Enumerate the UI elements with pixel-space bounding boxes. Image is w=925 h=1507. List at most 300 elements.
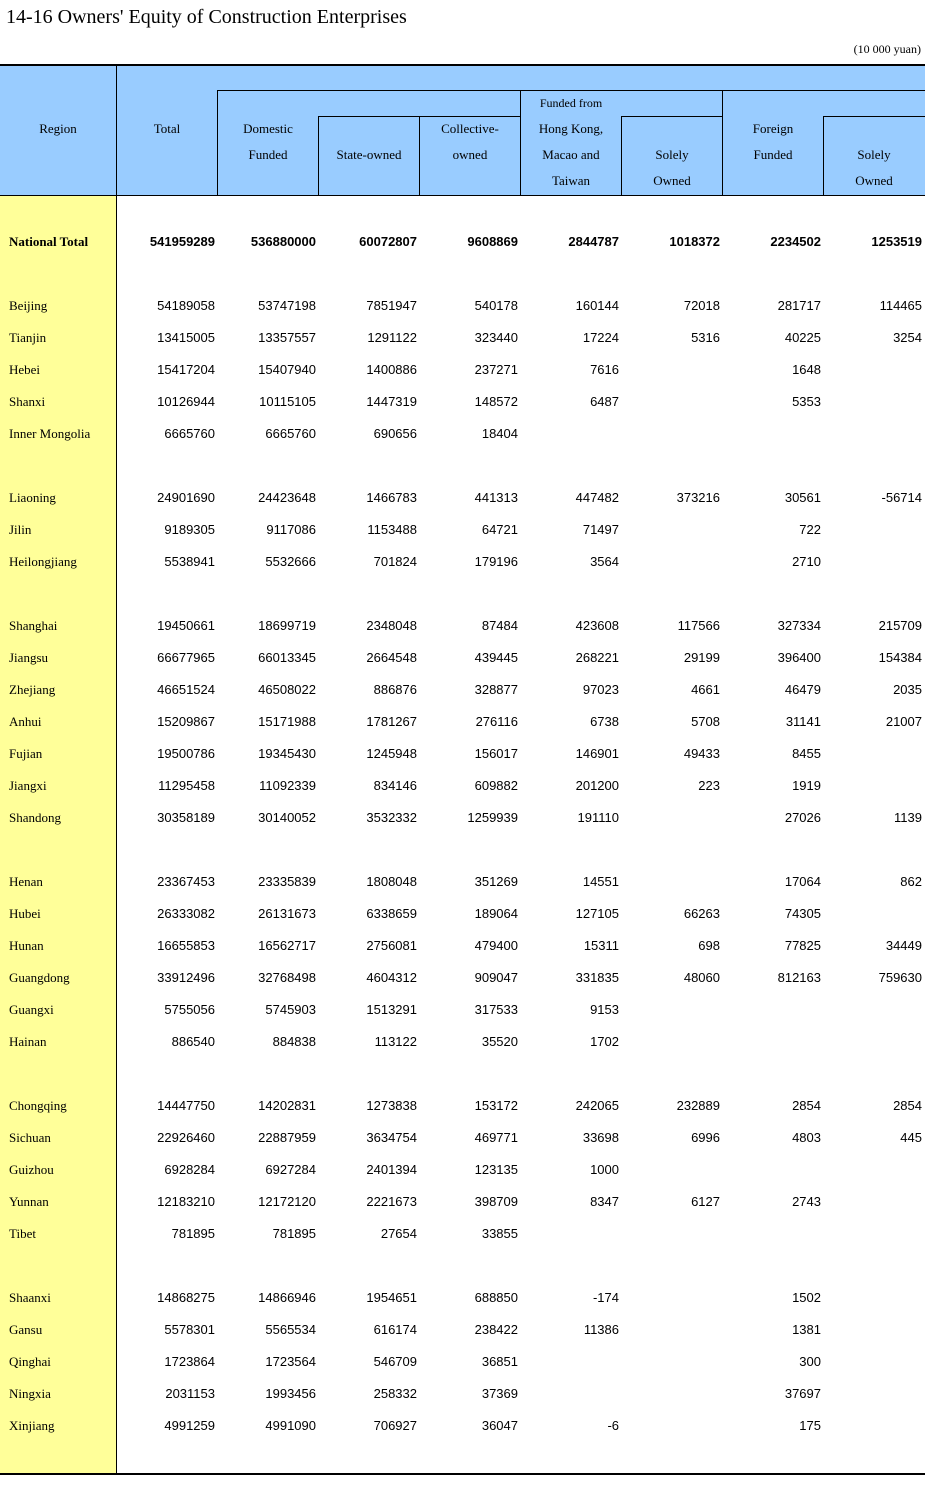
cell-value: 546709 bbox=[373, 1354, 417, 1369]
table-row bbox=[0, 422, 925, 446]
cell-value: 4991259 bbox=[164, 1418, 215, 1433]
cell-value: 15417204 bbox=[157, 362, 215, 377]
cell-value: 13357557 bbox=[258, 330, 316, 345]
cell-value: 66263 bbox=[683, 906, 720, 921]
cell-value: -174 bbox=[592, 1290, 619, 1305]
region-name: Tianjin bbox=[9, 330, 47, 345]
region-column-background bbox=[0, 196, 116, 1474]
cell-value: 97023 bbox=[582, 682, 619, 697]
table-row bbox=[0, 742, 925, 766]
cell-value: 242065 bbox=[575, 1098, 619, 1113]
table-row bbox=[0, 1382, 925, 1406]
cell-value: 258332 bbox=[373, 1386, 417, 1401]
table-row bbox=[0, 934, 925, 958]
cell-value: 396400 bbox=[777, 650, 821, 665]
table-header bbox=[0, 64, 925, 196]
cell-value: 237271 bbox=[474, 362, 518, 377]
cell-value: 1447319 bbox=[366, 394, 417, 409]
cell-value: 9189305 bbox=[164, 522, 215, 537]
table-row bbox=[0, 294, 925, 318]
cell-value: 33855 bbox=[481, 1226, 518, 1241]
cell-value: -6 bbox=[607, 1418, 619, 1433]
cell-value: 373216 bbox=[676, 490, 720, 505]
cell-value: 6927284 bbox=[265, 1162, 316, 1177]
cell-value: 701824 bbox=[373, 554, 417, 569]
cell-value: 2854 bbox=[792, 1098, 821, 1113]
header-divider-2 bbox=[318, 116, 319, 196]
cell-value: 156017 bbox=[474, 746, 518, 761]
cell-value: 14551 bbox=[582, 874, 619, 889]
cell-value: 148572 bbox=[474, 394, 518, 409]
region-name: Shandong bbox=[9, 810, 61, 825]
table-row bbox=[0, 614, 925, 638]
cell-value: 3254 bbox=[893, 330, 922, 345]
cell-value: 3532332 bbox=[366, 810, 417, 825]
cell-value: 15209867 bbox=[157, 714, 215, 729]
region-name: Hubei bbox=[9, 906, 41, 921]
region-name: Yunnan bbox=[9, 1194, 49, 1209]
cell-value: 37697 bbox=[784, 1386, 821, 1401]
header-bottom-rule bbox=[0, 195, 925, 196]
cell-value: 72018 bbox=[683, 298, 720, 313]
cell-value: 113122 bbox=[374, 1034, 417, 1049]
cell-value: 1153488 bbox=[367, 522, 417, 537]
region-name: Zhejiang bbox=[9, 682, 56, 697]
cell-value: 4991090 bbox=[265, 1418, 316, 1433]
cell-value: 14866946 bbox=[258, 1290, 316, 1305]
top-rule bbox=[0, 64, 925, 66]
cell-value: 5353 bbox=[792, 394, 821, 409]
cell-value: 24901690 bbox=[157, 490, 215, 505]
header-sub-rule-3 bbox=[621, 116, 723, 117]
cell-value: 1466783 bbox=[366, 490, 417, 505]
header-divider-3 bbox=[419, 116, 420, 196]
cell-value: 4661 bbox=[691, 682, 720, 697]
cell-value: 7851947 bbox=[366, 298, 417, 313]
cell-value: 201200 bbox=[575, 778, 619, 793]
header-collective-2: owned bbox=[452, 147, 488, 162]
cell-value: 27026 bbox=[784, 810, 821, 825]
header-sub-rule-4 bbox=[823, 116, 925, 117]
header-hmt-1: Funded from bbox=[539, 96, 603, 110]
cell-value: 2664548 bbox=[366, 650, 417, 665]
cell-value: 66013345 bbox=[258, 650, 316, 665]
cell-value: 179196 bbox=[474, 554, 518, 569]
cell-value: 5316 bbox=[691, 330, 720, 345]
cell-value: 1291122 bbox=[367, 330, 417, 345]
cell-value: 14447750 bbox=[157, 1098, 215, 1113]
cell-value: 22887959 bbox=[258, 1130, 316, 1145]
cell-value: 6665760 bbox=[265, 426, 316, 441]
cell-value: 6996 bbox=[691, 1130, 720, 1145]
cell-value: 16655853 bbox=[157, 938, 215, 953]
cell-value: 40225 bbox=[784, 330, 821, 345]
cell-value: 300 bbox=[799, 1354, 821, 1369]
cell-value: 19450661 bbox=[157, 618, 215, 633]
cell-value: 812163 bbox=[777, 970, 821, 985]
table-row bbox=[0, 1286, 925, 1310]
cell-value: 11386 bbox=[583, 1322, 619, 1337]
cell-value: 37369 bbox=[481, 1386, 518, 1401]
cell-value: 215709 bbox=[878, 618, 922, 633]
cell-value: 74305 bbox=[784, 906, 821, 921]
cell-value: 189064 bbox=[474, 906, 518, 921]
cell-value: 2844787 bbox=[568, 234, 619, 249]
table-row bbox=[0, 1318, 925, 1342]
cell-value: 1723864 bbox=[164, 1354, 215, 1369]
cell-value: 6127 bbox=[691, 1194, 720, 1209]
cell-value: 909047 bbox=[474, 970, 518, 985]
table-row bbox=[0, 1094, 925, 1118]
cell-value: 536880000 bbox=[250, 234, 316, 249]
cell-value: 232889 bbox=[676, 1098, 720, 1113]
region-name: Tibet bbox=[9, 1226, 36, 1241]
cell-value: 1919 bbox=[792, 778, 821, 793]
region-name: Shaanxi bbox=[9, 1290, 51, 1305]
cell-value: 153172 bbox=[474, 1098, 518, 1113]
table-row bbox=[0, 1222, 925, 1246]
cell-value: 11295458 bbox=[158, 778, 215, 793]
table-row bbox=[0, 230, 925, 254]
cell-value: 722 bbox=[799, 522, 821, 537]
cell-value: 6665760 bbox=[164, 426, 215, 441]
header-domestic-1: Domestic bbox=[243, 121, 293, 136]
cell-value: 27654 bbox=[380, 1226, 417, 1241]
region-name: Hunan bbox=[9, 938, 44, 953]
cell-value: 6738 bbox=[590, 714, 619, 729]
cell-value: 616174 bbox=[373, 1322, 417, 1337]
cell-value: 886540 bbox=[171, 1034, 215, 1049]
cell-value: 18699719 bbox=[258, 618, 316, 633]
cell-value: 5578301 bbox=[164, 1322, 215, 1337]
cell-value: 1993456 bbox=[265, 1386, 316, 1401]
region-name: Beijing bbox=[9, 298, 48, 313]
cell-value: 1000 bbox=[590, 1162, 619, 1177]
table-row bbox=[0, 1030, 925, 1054]
region-name: Guangdong bbox=[9, 970, 70, 985]
page-title: 14-16 Owners' Equity of Construction Enterprises bbox=[6, 6, 407, 28]
cell-value: 123135 bbox=[474, 1162, 518, 1177]
cell-value: 2401394 bbox=[366, 1162, 417, 1177]
region-name: Liaoning bbox=[9, 490, 56, 505]
header-divider-6 bbox=[722, 90, 723, 196]
cell-value: 34449 bbox=[885, 938, 922, 953]
table-row bbox=[0, 550, 925, 574]
cell-value: 5532666 bbox=[265, 554, 316, 569]
cell-value: 1502 bbox=[792, 1290, 821, 1305]
cell-value: 688850 bbox=[474, 1290, 518, 1305]
cell-value: 13415005 bbox=[157, 330, 215, 345]
header-hmt-4: Taiwan bbox=[551, 173, 591, 188]
cell-value: 759630 bbox=[878, 970, 922, 985]
cell-value: 2854 bbox=[893, 1098, 922, 1113]
cell-value: 2035 bbox=[893, 682, 922, 697]
header-foreign-solely-1: Solely bbox=[857, 147, 891, 162]
header-sub-rule-1 bbox=[217, 90, 925, 91]
cell-value: 331835 bbox=[575, 970, 619, 985]
cell-value: 2756081 bbox=[366, 938, 417, 953]
cell-value: 8347 bbox=[590, 1194, 619, 1209]
table-row bbox=[0, 902, 925, 926]
cell-value: 1018372 bbox=[669, 234, 720, 249]
bottom-rule bbox=[0, 1473, 925, 1475]
region-name: Jiangxi bbox=[9, 778, 47, 793]
cell-value: 9153 bbox=[590, 1002, 619, 1017]
region-divider bbox=[116, 64, 117, 1474]
table-row bbox=[0, 390, 925, 414]
cell-value: 23335839 bbox=[258, 874, 316, 889]
header-hmt-solely-1: Solely bbox=[655, 147, 689, 162]
region-name: Jilin bbox=[9, 522, 32, 537]
table-row bbox=[0, 678, 925, 702]
cell-value: 328877 bbox=[474, 682, 518, 697]
cell-value: 351269 bbox=[474, 874, 518, 889]
cell-value: 5708 bbox=[691, 714, 720, 729]
cell-value: 191110 bbox=[577, 810, 619, 825]
cell-value: 17224 bbox=[582, 330, 619, 345]
cell-value: 706927 bbox=[373, 1418, 417, 1433]
cell-value: 14202831 bbox=[258, 1098, 316, 1113]
cell-value: 30358189 bbox=[157, 810, 215, 825]
cell-value: 6487 bbox=[590, 394, 619, 409]
region-name: Hebei bbox=[9, 362, 41, 377]
region-name: Jiangsu bbox=[9, 650, 48, 665]
cell-value: 16562717 bbox=[258, 938, 316, 953]
cell-value: 1400886 bbox=[366, 362, 417, 377]
region-name: Shanghai bbox=[9, 618, 58, 633]
cell-value: 276116 bbox=[475, 714, 518, 729]
cell-value: 11092339 bbox=[259, 778, 316, 793]
table-row bbox=[0, 1158, 925, 1182]
cell-value: 87484 bbox=[481, 618, 518, 633]
cell-value: 1253519 bbox=[871, 234, 922, 249]
cell-value: 33912496 bbox=[157, 970, 215, 985]
cell-value: 1245948 bbox=[366, 746, 417, 761]
cell-value: 8455 bbox=[792, 746, 821, 761]
region-name: Fujian bbox=[9, 746, 43, 761]
region-name: Chongqing bbox=[9, 1098, 67, 1113]
cell-value: 439445 bbox=[474, 650, 518, 665]
region-name: Qinghai bbox=[9, 1354, 51, 1369]
table-row bbox=[0, 1190, 925, 1214]
unit-note: (10 000 yuan) bbox=[853, 42, 921, 56]
cell-value: 9608869 bbox=[467, 234, 518, 249]
cell-value: 1723564 bbox=[265, 1354, 316, 1369]
table-row bbox=[0, 646, 925, 670]
table-row bbox=[0, 774, 925, 798]
table-row bbox=[0, 806, 925, 830]
header-state: State-owned bbox=[336, 147, 402, 162]
region-name: Xinjiang bbox=[9, 1418, 55, 1433]
cell-value: 10115105 bbox=[259, 394, 316, 409]
cell-value: 1808048 bbox=[366, 874, 417, 889]
cell-value: 154384 bbox=[878, 650, 922, 665]
cell-value: 2031153 bbox=[165, 1386, 215, 1401]
cell-value: 2743 bbox=[792, 1194, 821, 1209]
cell-value: 541959289 bbox=[149, 234, 215, 249]
cell-value: 886876 bbox=[373, 682, 417, 697]
header-foreign-solely-2: Owned bbox=[855, 173, 893, 188]
cell-value: 1381 bbox=[792, 1322, 821, 1337]
cell-value: 2221673 bbox=[366, 1194, 417, 1209]
region-name: Anhui bbox=[9, 714, 42, 729]
cell-value: 21007 bbox=[885, 714, 922, 729]
cell-value: 5745903 bbox=[265, 1002, 316, 1017]
table-row bbox=[0, 1414, 925, 1438]
cell-value: 77825 bbox=[784, 938, 821, 953]
header-domestic-2: Funded bbox=[248, 147, 288, 162]
cell-value: 268221 bbox=[575, 650, 619, 665]
cell-value: 71497 bbox=[582, 522, 619, 537]
cell-value: 18404 bbox=[481, 426, 518, 441]
table-row bbox=[0, 326, 925, 350]
header-divider-7 bbox=[823, 116, 824, 196]
cell-value: 24423648 bbox=[258, 490, 316, 505]
cell-value: 479400 bbox=[474, 938, 518, 953]
cell-value: 884838 bbox=[272, 1034, 316, 1049]
cell-value: 14868275 bbox=[157, 1290, 215, 1305]
cell-value: 398709 bbox=[474, 1194, 518, 1209]
cell-value: 127105 bbox=[575, 906, 619, 921]
cell-value: 317533 bbox=[474, 1002, 518, 1017]
header-divider-4 bbox=[520, 90, 521, 196]
table-row bbox=[0, 870, 925, 894]
cell-value: 4604312 bbox=[366, 970, 417, 985]
region-name: Shanxi bbox=[9, 394, 46, 409]
cell-value: 15407940 bbox=[258, 362, 316, 377]
region-name: Henan bbox=[9, 874, 43, 889]
cell-value: 445 bbox=[900, 1130, 922, 1145]
cell-value: 447482 bbox=[575, 490, 619, 505]
cell-value: 160144 bbox=[575, 298, 619, 313]
region-name: Ningxia bbox=[9, 1386, 51, 1401]
cell-value: 146901 bbox=[575, 746, 619, 761]
table-row bbox=[0, 486, 925, 510]
header-collective-1: Collective- bbox=[441, 121, 499, 136]
header-hmt-3: Macao and bbox=[542, 147, 600, 162]
cell-value: 690656 bbox=[373, 426, 417, 441]
table-row bbox=[0, 966, 925, 990]
cell-value: 33698 bbox=[582, 1130, 619, 1145]
cell-value: 5755056 bbox=[164, 1002, 215, 1017]
cell-value: 175 bbox=[799, 1418, 821, 1433]
header-hmt-2: Hong Kong, bbox=[538, 121, 604, 136]
cell-value: 64721 bbox=[481, 522, 518, 537]
cell-value: 30561 bbox=[784, 490, 821, 505]
cell-value: 238422 bbox=[474, 1322, 518, 1337]
table-row bbox=[0, 710, 925, 734]
cell-value: 781895 bbox=[272, 1226, 316, 1241]
header-total: Total bbox=[153, 121, 181, 136]
region-name: National Total bbox=[9, 234, 89, 249]
cell-value: 1954651 bbox=[366, 1290, 417, 1305]
cell-value: 46651524 bbox=[157, 682, 215, 697]
cell-value: 49433 bbox=[683, 746, 720, 761]
cell-value: 15311 bbox=[583, 938, 619, 953]
cell-value: 223 bbox=[698, 778, 720, 793]
header-hmt-solely-2: Owned bbox=[653, 173, 691, 188]
cell-value: 441313 bbox=[474, 490, 518, 505]
cell-value: 4803 bbox=[792, 1130, 821, 1145]
cell-value: 469771 bbox=[474, 1130, 518, 1145]
cell-value: 46508022 bbox=[258, 682, 316, 697]
region-name: Heilongjiang bbox=[9, 554, 77, 569]
table-row bbox=[0, 1126, 925, 1150]
cell-value: 609882 bbox=[474, 778, 518, 793]
cell-value: 12183210 bbox=[157, 1194, 215, 1209]
cell-value: 423608 bbox=[575, 618, 619, 633]
cell-value: 9117086 bbox=[266, 522, 316, 537]
cell-value: 36851 bbox=[481, 1354, 518, 1369]
region-name: Guangxi bbox=[9, 1002, 54, 1017]
region-name: Gansu bbox=[9, 1322, 43, 1337]
cell-value: 35520 bbox=[481, 1034, 518, 1049]
cell-value: 26333082 bbox=[157, 906, 215, 921]
header-foreign-2: Funded bbox=[753, 147, 793, 162]
cell-value: 323440 bbox=[474, 330, 518, 345]
header-divider-1 bbox=[217, 90, 218, 196]
cell-value: -56714 bbox=[881, 490, 922, 505]
cell-value: 781895 bbox=[171, 1226, 215, 1241]
cell-value: 32768498 bbox=[258, 970, 316, 985]
cell-value: 1702 bbox=[590, 1034, 619, 1049]
cell-value: 60072807 bbox=[359, 234, 417, 249]
header-foreign-1: Foreign bbox=[752, 121, 794, 136]
cell-value: 22926460 bbox=[157, 1130, 215, 1145]
cell-value: 327334 bbox=[777, 618, 821, 633]
cell-value: 540178 bbox=[474, 298, 518, 313]
cell-value: 3634754 bbox=[366, 1130, 417, 1145]
cell-value: 10126944 bbox=[157, 394, 215, 409]
cell-value: 12172120 bbox=[258, 1194, 316, 1209]
cell-value: 30140052 bbox=[258, 810, 316, 825]
cell-value: 26131673 bbox=[258, 906, 316, 921]
region-name: Inner Mongolia bbox=[9, 426, 91, 441]
cell-value: 53747198 bbox=[258, 298, 316, 313]
cell-value: 2234502 bbox=[770, 234, 821, 249]
cell-value: 15171988 bbox=[258, 714, 316, 729]
cell-value: 114465 bbox=[879, 298, 922, 313]
cell-value: 1273838 bbox=[366, 1098, 417, 1113]
cell-value: 36047 bbox=[481, 1418, 518, 1433]
cell-value: 6338659 bbox=[366, 906, 417, 921]
region-name: Sichuan bbox=[9, 1130, 51, 1145]
header-region: Region bbox=[39, 121, 77, 136]
cell-value: 3564 bbox=[590, 554, 619, 569]
cell-value: 1781267 bbox=[366, 714, 417, 729]
cell-value: 1513291 bbox=[366, 1002, 417, 1017]
cell-value: 19500786 bbox=[157, 746, 215, 761]
table-row bbox=[0, 1350, 925, 1374]
cell-value: 46479 bbox=[784, 682, 821, 697]
cell-value: 698 bbox=[698, 938, 720, 953]
cell-value: 1139 bbox=[894, 810, 922, 825]
cell-value: 48060 bbox=[683, 970, 720, 985]
cell-value: 1648 bbox=[792, 362, 821, 377]
cell-value: 862 bbox=[900, 874, 922, 889]
table-row bbox=[0, 358, 925, 382]
cell-value: 29199 bbox=[683, 650, 720, 665]
cell-value: 2348048 bbox=[366, 618, 417, 633]
cell-value: 834146 bbox=[373, 778, 417, 793]
cell-value: 6928284 bbox=[164, 1162, 215, 1177]
cell-value: 23367453 bbox=[157, 874, 215, 889]
table-row bbox=[0, 518, 925, 542]
cell-value: 281717 bbox=[777, 298, 821, 313]
cell-value: 7616 bbox=[590, 362, 619, 377]
cell-value: 31141 bbox=[785, 714, 821, 729]
cell-value: 117566 bbox=[677, 618, 720, 633]
